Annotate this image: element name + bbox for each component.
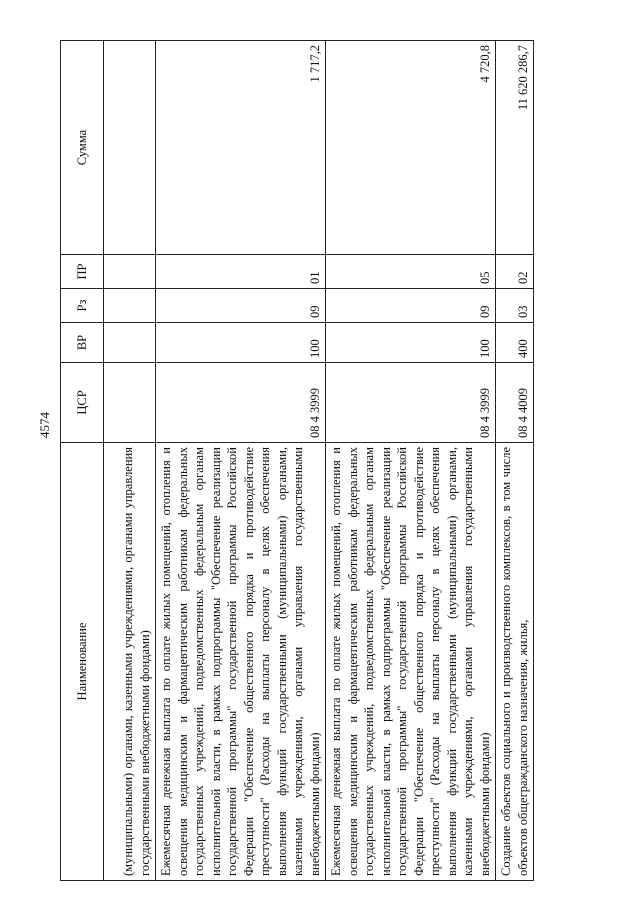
table-row — [496, 41, 534, 881]
header-sum: Сумма — [61, 41, 104, 255]
table-row — [104, 41, 156, 881]
row-vr: 400 — [496, 323, 534, 363]
row-csr: 08 4 4009 — [496, 363, 534, 443]
budget-table — [60, 40, 534, 881]
rotated-page — [60, 41, 610, 881]
row-rz: 03 — [496, 289, 534, 323]
header-pr: ПР — [61, 255, 104, 289]
table-row — [326, 41, 496, 881]
table-row — [156, 41, 326, 881]
row-rz: 09 — [326, 289, 496, 323]
row-name: (муниципальными) органами, казенными учреждениями, органами управления государственными внебюджетными фондами) — [104, 443, 156, 881]
row-csr: 08 4 3999 — [156, 363, 326, 443]
row-pr: 02 — [496, 255, 534, 289]
row-name: Ежемесячная денежная выплата по оплате жилых помещений, отопления и освещения медицинским и фармацевтическим работникам федеральных государственных учреждений, подведомственных федеральным органам исполнительной власти, в рамках подпрограммы "Обеспечение реализации государственной программы" государственной программы Российской Федерации "Обеспечение общественного порядка и противодействие преступности" (Расходы на выплаты персоналу в целях обеспечения выполнения функций государственными (муниципальными) органами, казенными учреждениями, органами управления государственными внебюджетными фондами) — [156, 443, 326, 881]
row-name: Создание объектов социального и производственного комплексов, в том числе объектов общегражданского назначения, жилья, — [496, 443, 534, 881]
header-csr: ЦСР — [61, 363, 104, 443]
row-vr — [104, 323, 156, 363]
row-vr: 100 — [156, 323, 326, 363]
row-rz: 09 — [156, 289, 326, 323]
row-sum — [104, 41, 156, 255]
header-rz: Рз — [61, 289, 104, 323]
row-rz — [104, 289, 156, 323]
row-pr — [104, 255, 156, 289]
row-csr: 08 4 3999 — [326, 363, 496, 443]
row-sum: 4 720,8 — [326, 41, 496, 255]
row-sum: 11 620 286,7 — [496, 41, 534, 255]
header-vr: ВР — [61, 323, 104, 363]
row-sum: 1 717,2 — [156, 41, 326, 255]
row-csr — [104, 363, 156, 443]
row-pr: 05 — [326, 255, 496, 289]
page-number: 4574 — [37, 412, 52, 438]
header-name: Наименование — [61, 443, 104, 881]
row-name: Ежемесячная денежная выплата по оплате жилых помещений, отопления и освещения медицинским и фармацевтическим работникам федеральных государственных учреждений, подведомственных федеральным органам исполнительной власти, в рамках подпрограммы "Обеспечение реализации государственной программы" государственной программы Российской Федерации "Обеспечение общественного порядка и противодействие преступности" (Расходы на выплаты персоналу в целях обеспечения выполнения функций государственными (муниципальными) органами, казенными учреждениями, органами управления государственными внебюджетными фондами) — [326, 443, 496, 881]
table-header-row — [61, 41, 104, 881]
row-pr: 01 — [156, 255, 326, 289]
row-vr: 100 — [326, 323, 496, 363]
